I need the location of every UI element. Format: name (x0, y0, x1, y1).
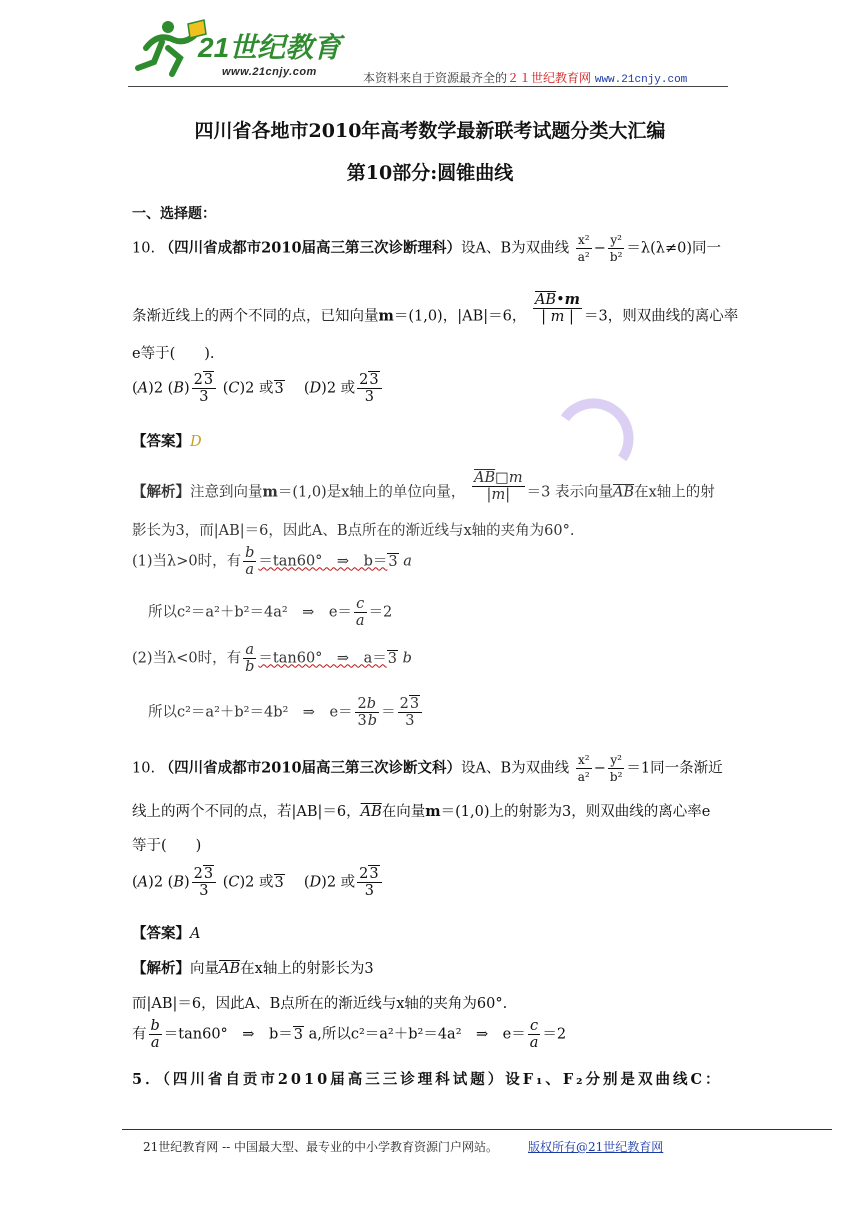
q1-analysis-line2: 影长为3，而|AB|＝6，因此A、B点所在的渐近线与x轴的夹角为60°. (132, 523, 575, 539)
header-note-prefix: 本资料来自于资源最齐全的 (363, 71, 508, 85)
q1-source: （四川省成都市2010届高三第三次诊断理科） (159, 239, 462, 257)
projection-fraction: $\frac{\overline{AB}•m}{| m |}$ (534, 291, 580, 325)
q1-text-a: 设A、B为双曲线 (461, 240, 570, 257)
q2-text-a: 设A、B为双曲线 (461, 760, 570, 777)
q1-line3-text: e等于( ). (132, 346, 215, 362)
q1-case2: (2)当λ<0时，有 $\frac{a}{b}$ ＝tan60° ⇒ a＝3 b (132, 642, 412, 675)
footer-text: 21世纪教育网 -- 中国最大型、最专业的中小学教育资源门户网站。 (143, 1140, 499, 1154)
hyperbola-fraction-x: $\frac{\text{x²}}{\text{a²}}$ (577, 233, 590, 264)
q2-analysis-3d: ＝2 (542, 1026, 567, 1043)
q1-analysis-1a: 注意到向量 (190, 484, 263, 501)
q2-line2-b: 在向量 (381, 804, 426, 820)
q1-line1: 10. （四川省成都市2010届高三第三次诊断理科）设A、B为双曲线 $\frac{\text{x²}}{\text{a²}}$ − $\frac{\text{y²}}{\text{b²}}$ ＝λ(λ≠0)同一 (132, 233, 721, 264)
q3-line1: 5．（四川省自贡市2010届高三三诊理科试题）设F₁、F₂分别是双曲线C： (132, 1071, 723, 1088)
q1-line2-c: ＝3，则双曲线的离心率 (584, 308, 739, 325)
q1-case2-d: 所以c²＝a²＋b²＝4b² ⇒ e＝ (148, 704, 353, 721)
q1-case2-a: (2)当λ<0时，有 (132, 650, 242, 667)
q1-case1-d: 所以c²＝a²＋b²＝4a² ⇒ e＝ (148, 604, 352, 621)
q2-text-b: ＝1同一条渐近 (626, 760, 723, 777)
logo-url: www.21cnjy.com (222, 66, 317, 78)
q1-case1-c: a (403, 553, 412, 570)
q1-case1-a: (1)当λ>0时，有 (132, 553, 242, 570)
section-heading: 一、选择题： (132, 206, 216, 222)
q1-analysis-line1: 【解析】注意到向量m＝(1,0)是x轴上的单位向量， $\frac{\overline{AB}□m}{|m|}$ ＝3 表示向量$\overline{AB}$在x轴上的射 (132, 470, 715, 503)
q1-line2-a: 条渐近线上的两个不同的点，已知向量 (132, 308, 379, 325)
page-subtitle: 第10部分:圆锥曲线 (346, 162, 514, 184)
q1-case1-b: ＝tan60° ⇒ b＝ (258, 553, 388, 570)
q2-analysis-3c: a,所以c²＝a²＋b²＝4a² ⇒ e＝ (308, 1026, 526, 1043)
q2-line2-a: 线上的两个不同的点，若|AB|＝6， (132, 804, 361, 820)
q2-analysis-line2: 而|AB|＝6，因此A、B点所在的渐近线与x轴的夹角为60°. (132, 996, 508, 1012)
q2-options: (A)2 (B) $\frac{23}{3}$ (C)2 或3 (D)2 或 $\frac{23}{3}$ (132, 866, 384, 899)
footer (143, 1138, 663, 1155)
footer-divider (122, 1129, 832, 1130)
q2-analysis-1b: 在x轴上的射影长为3 (240, 961, 374, 977)
q1-line3 (132, 342, 215, 363)
q1-case2-b: ＝tan60° ⇒ a＝ (258, 650, 387, 667)
q2-source: （四川省成都市2010届高三第三次诊断文科） (159, 759, 462, 777)
q2-analysis-label: 【解析】 (132, 960, 190, 977)
logo-text: 21世纪教育 (198, 32, 342, 63)
q1-line2-b: ＝(1,0)，|AB|＝6， (393, 308, 527, 325)
q2-analysis-3b: ＝tan60° ⇒ b＝ (163, 1026, 293, 1043)
q1-options: (A)2 (B) $\frac{23}{3}$ (C)2 或3 (D)2 或 $\frac{23}{3}$ (132, 372, 384, 405)
header-note-url[interactable]: www.21cnjy.com (594, 74, 688, 86)
hyperbola-fraction-y: $\frac{\text{y²}}{\text{b²}}$ (609, 233, 623, 264)
page-title: 四川省各地市2010年高考数学最新联考试题分类大汇编 (194, 120, 666, 142)
q1-analysis-1d: 在x轴上的射 (634, 484, 715, 501)
q1-answer (132, 430, 202, 451)
q2-line3: 等于( ) (132, 838, 202, 854)
q1-number: 10. (132, 240, 156, 257)
q2-analysis-3a: 有 (132, 1026, 147, 1043)
q2-line2-c: ＝(1,0)上的射影为3，则双曲线的离心率e (440, 804, 711, 820)
watermark-arc (561, 383, 649, 462)
q2-answer (132, 922, 200, 943)
q1-text-b: ＝λ(λ≠0)同一 (626, 240, 721, 257)
q1-analysis-1c: ＝3 表示向量 (526, 484, 613, 501)
q2-line2: 线上的两个不同的点，若|AB|＝6，$\overline{AB}$在向量m＝(1,0)上的射影为3，则双曲线的离心率e (132, 803, 711, 820)
q2-answer-value: A (190, 926, 201, 942)
q1-case1: (1)当λ>0时，有 $\frac{b}{a}$ ＝tan60° ⇒ b＝3 a (132, 545, 412, 578)
q2-analysis-line3: 有 $\frac{b}{a}$ ＝tan60° ⇒ b＝3 a,所以c²＝a²＋b²＝4a² ⇒ e＝ $\frac{c}{a}$ ＝2 (132, 1018, 567, 1051)
q1-case2-c: b (402, 650, 412, 667)
footer-copyright-link[interactable]: 版权所有@21世纪教育网 (528, 1140, 664, 1154)
q1-analysis-1b: ＝(1,0)是x轴上的单位向量， (277, 484, 466, 501)
q1-line2: 条渐近线上的两个不同的点，已知向量m＝(1,0)，|AB|＝6， $\frac{\overline{AB}•m}{| m |}$ ＝3，则双曲线的离心率 (132, 291, 739, 325)
q2-analysis-1a: 向量 (190, 961, 219, 977)
q1-case2-result: 所以c²＝a²＋b²＝4b² ⇒ e＝ $\frac{2b}{3b}$ ＝ $\frac{23}{3}$ (148, 696, 424, 729)
header-note (363, 69, 687, 86)
header-note-site[interactable]: ２１世纪教育网 (507, 71, 592, 85)
q1-case1-e: ＝2 (368, 604, 393, 621)
q1-answer-value: D (190, 434, 202, 450)
q2-number: 10. (132, 760, 156, 777)
q2-analysis-line1: 【解析】向量$\overline{AB}$在x轴上的射影长为3 (132, 960, 374, 977)
q1-analysis-label: 【解析】 (132, 483, 190, 501)
header-divider (128, 86, 728, 87)
q1-case1-result: 所以c²＝a²＋b²＝4a² ⇒ e＝ $\frac{c}{a}$ ＝2 (148, 596, 393, 629)
q1-answer-label: 【答案】 (132, 433, 190, 450)
q2-answer-label: 【答案】 (132, 925, 190, 942)
q2-line1: 10. （四川省成都市2010届高三第三次诊断文科）设A、B为双曲线 $\frac{\text{x²}}{\text{a²}}$ − $\frac{\text{y²}}{\text{b²}}$ ＝1同一条渐近 (132, 753, 723, 784)
